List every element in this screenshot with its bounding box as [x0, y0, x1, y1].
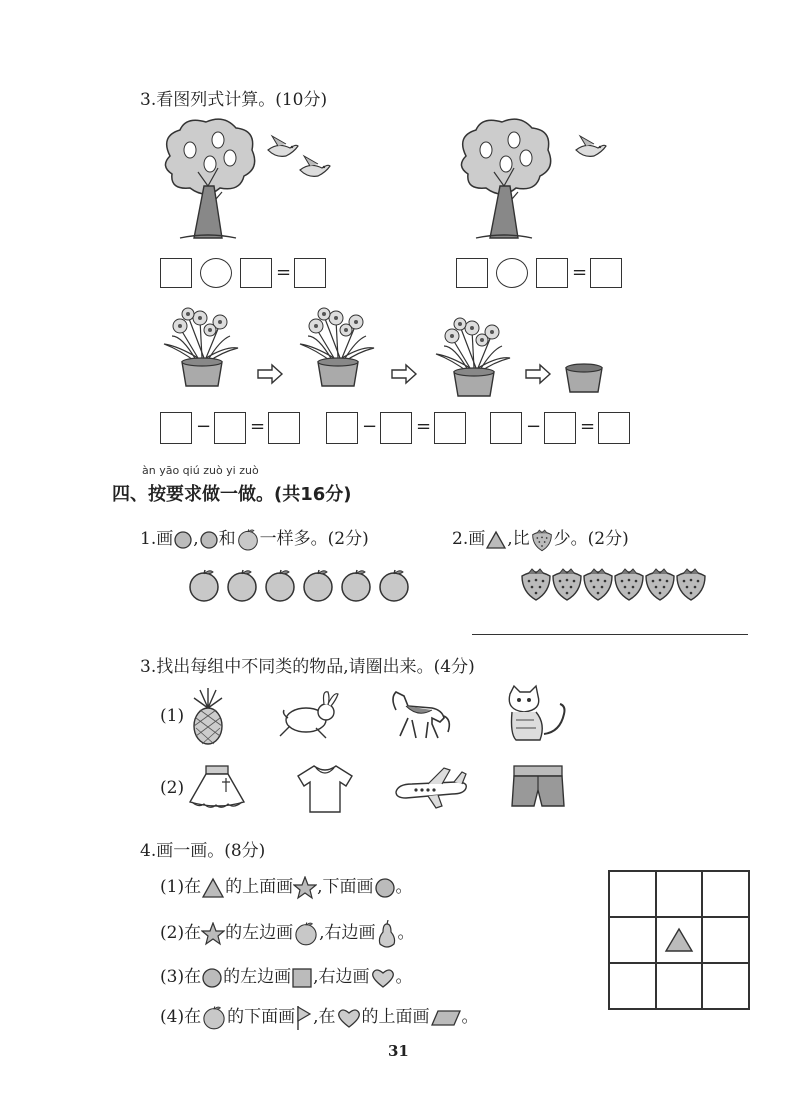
draw2-text-d: 。 — [397, 923, 415, 943]
draw1-text-b: 的上面画 — [225, 877, 294, 897]
answer-box[interactable] — [160, 412, 192, 444]
grid-cell[interactable] — [609, 917, 656, 963]
draw3-text-d: 。 — [395, 967, 413, 987]
apple-icon — [228, 570, 256, 601]
item1-text-b: , — [193, 529, 199, 549]
draw-instruction-3 — [160, 962, 413, 989]
draw4-text-c: ,在 — [313, 1007, 336, 1027]
item4-title: 4.画一画。(8分) — [140, 841, 266, 861]
minus-sign: − — [526, 416, 542, 437]
draw2-text-a: (2)在 — [160, 923, 202, 943]
grid-cell[interactable] — [702, 917, 749, 963]
answer-box[interactable] — [536, 258, 568, 288]
item1-text-a: 1.画 — [140, 529, 174, 549]
minus-sign: − — [196, 416, 212, 437]
equals-sign: = — [250, 416, 266, 437]
arrow-right-icon — [256, 362, 286, 386]
answer-box[interactable] — [214, 412, 246, 444]
item1-instruction — [140, 524, 369, 552]
q3-title: 3.看图列式计算。(10分) — [140, 90, 328, 110]
draw4-text-e: 。 — [461, 1007, 479, 1027]
pineapple-icon[interactable] — [188, 688, 228, 746]
airplane-icon[interactable] — [392, 766, 470, 810]
draw2-text-b: 的左边画 — [225, 923, 294, 943]
tshirt-icon[interactable] — [294, 762, 356, 816]
apple-icon — [266, 570, 294, 601]
equals-sign: = — [276, 262, 292, 283]
flower-pot-icon — [430, 316, 518, 402]
draw-instruction-1 — [160, 872, 413, 900]
drawing-grid[interactable] — [608, 870, 750, 1010]
answer-box[interactable] — [380, 412, 412, 444]
item1-text-d: 一样多。(2分) — [259, 529, 369, 549]
draw1-text-a: (1)在 — [160, 877, 202, 897]
flower-pot-icon — [294, 306, 382, 392]
answer-box[interactable] — [590, 258, 622, 288]
draw4-text-b: 的下面画 — [227, 1007, 296, 1027]
square-icon — [291, 967, 313, 989]
answer-line[interactable] — [472, 634, 748, 635]
draw4-text-a: (4)在 — [160, 1007, 202, 1027]
apple-icon — [380, 570, 408, 601]
triangle-icon — [485, 530, 507, 550]
operator-circle[interactable] — [496, 258, 528, 288]
draw-instruction-4 — [160, 1002, 479, 1032]
equals-sign: = — [572, 262, 588, 283]
apple-icon — [293, 921, 319, 947]
item2-instruction — [452, 524, 629, 552]
group1-label: (1) — [160, 706, 185, 726]
circle-icon — [374, 877, 396, 899]
draw3-text-c: ,右边画 — [313, 967, 370, 987]
heart-icon — [370, 967, 396, 989]
apple-icon — [342, 570, 370, 601]
triangle-icon — [201, 877, 225, 899]
horse-icon[interactable] — [382, 688, 454, 744]
tree-with-birds-icon — [160, 116, 260, 242]
strawberries-row — [518, 566, 708, 604]
item3-title: 3.找出每组中不同类的物品,请圈出来。(4分) — [140, 657, 475, 677]
minus-sign: − — [362, 416, 378, 437]
apple-icon — [201, 1005, 227, 1031]
circle-icon — [201, 967, 223, 989]
strawberry-icon — [553, 569, 581, 600]
answer-box[interactable] — [456, 258, 488, 288]
grid-cell[interactable] — [702, 963, 749, 1009]
empty-pot-icon — [562, 360, 608, 396]
arrow-right-icon — [524, 362, 554, 386]
apple-icon — [236, 528, 260, 552]
circle-icon — [199, 530, 219, 550]
answer-box[interactable] — [544, 412, 576, 444]
flying-bird-icon — [264, 134, 300, 160]
apple-icon — [190, 570, 218, 601]
draw3-text-a: (3)在 — [160, 967, 202, 987]
grid-cell[interactable] — [609, 963, 656, 1009]
answer-box[interactable] — [160, 258, 192, 288]
answer-box[interactable] — [268, 412, 300, 444]
pear-icon — [376, 920, 398, 948]
draw3-text-b: 的左边画 — [223, 967, 292, 987]
flower-pot-icon — [158, 306, 246, 392]
tree-with-birds-icon — [456, 116, 556, 242]
strawberry-icon — [530, 528, 554, 552]
page-number: 31 — [388, 1042, 409, 1060]
grid-cell-center[interactable] — [656, 917, 703, 963]
item2-text-c: 少。(2分) — [553, 529, 629, 549]
draw2-text-c: ,右边画 — [319, 923, 376, 943]
draw1-text-c: ,下面画 — [317, 877, 374, 897]
draw1-text-d: 。 — [395, 877, 413, 897]
rabbit-icon[interactable] — [276, 690, 340, 742]
item2-text-a: 2.画 — [452, 529, 486, 549]
section-title: 四、按要求做一做。(共16分) — [112, 484, 352, 505]
strawberry-icon — [646, 569, 674, 600]
answer-box[interactable] — [490, 412, 522, 444]
draw4-text-d: 的上面画 — [361, 1007, 430, 1027]
answer-box[interactable] — [598, 412, 630, 444]
parallelogram-icon — [430, 1008, 462, 1028]
answer-box[interactable] — [326, 412, 358, 444]
heart-icon — [336, 1007, 362, 1029]
group2-label: (2) — [160, 778, 185, 798]
equals-sign: = — [416, 416, 432, 437]
strawberry-icon — [615, 569, 643, 600]
strawberry-icon — [522, 569, 550, 600]
skirt-icon[interactable] — [186, 762, 248, 810]
shorts-icon[interactable] — [510, 762, 566, 812]
cat-icon[interactable] — [500, 684, 570, 744]
draw-instruction-2 — [160, 918, 415, 948]
section-pinyin: àn yāo qiú zuò yi zuò — [142, 464, 259, 477]
triangle-icon — [664, 927, 694, 953]
strawberry-icon — [677, 569, 705, 600]
answer-box[interactable] — [240, 258, 272, 288]
arrow-right-icon — [390, 362, 420, 386]
strawberry-icon — [584, 569, 612, 600]
operator-circle[interactable] — [200, 258, 232, 288]
equals-sign: = — [580, 416, 596, 437]
star-icon — [293, 876, 317, 900]
item2-text-b: ,比 — [507, 529, 530, 549]
star-icon — [201, 922, 225, 946]
flying-bird-icon — [296, 154, 332, 180]
answer-box[interactable] — [434, 412, 466, 444]
item1-text-c: 和 — [218, 529, 236, 549]
answer-box[interactable] — [294, 258, 326, 288]
apple-icon — [304, 570, 332, 601]
grid-cell[interactable] — [656, 963, 703, 1009]
grid-cell[interactable] — [656, 871, 703, 917]
flying-bird-icon — [572, 134, 608, 160]
grid-cell[interactable] — [609, 871, 656, 917]
apples-row — [186, 568, 416, 604]
grid-cell[interactable] — [702, 871, 749, 917]
circle-icon — [173, 530, 193, 550]
flag-icon — [295, 1004, 313, 1032]
